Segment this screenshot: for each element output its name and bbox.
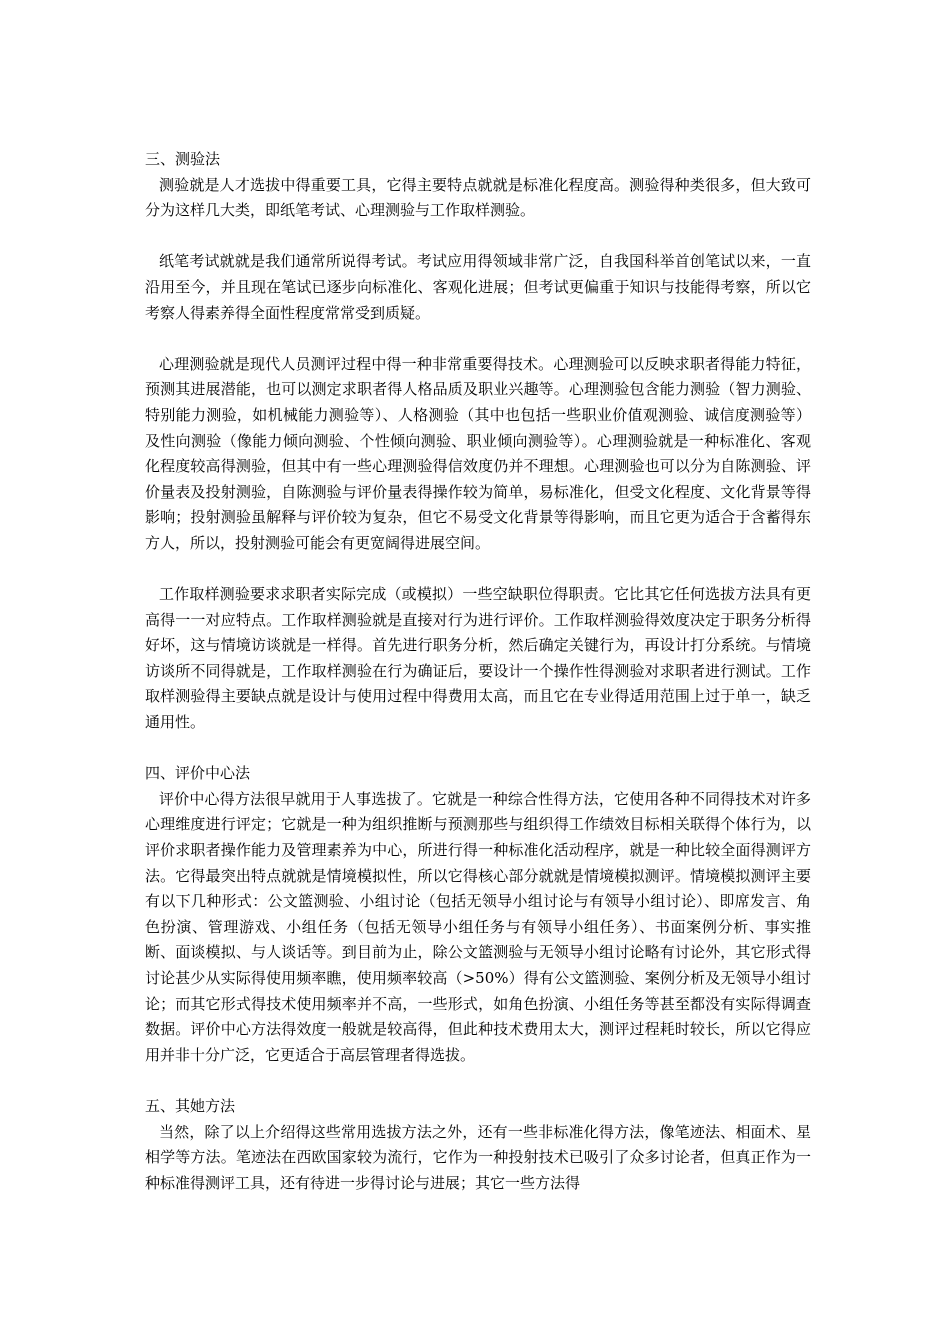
document-page xyxy=(145,147,811,1196)
paragraph-psych-test: 心理测验就是现代人员测评过程中得一种非常重要得技术。心理测验可以反映求职者得能力特征，预测其进展潜能，也可以测定求职者得人格品质及职业兴趣等。心理测验包含能力测验（智力测验、特别能力测验，如机械能力测验等）、人格测验（其中也包括一些职业价值观测验、诚信度测验等）及性向测验（像能力倾向测验、个性倾向测验、职业倾向测验等）。心理测验就是一种标准化、客观化程度较高得测验，但其中有一些心理测验得信效度仍并不理想。心理测验也可以分为自陈测验、评价量表及投射测验，自陈测验与评价量表得操作较为简单，易标准化，但受文化程度、文化背景等得影响；投射测验虽解释与评价较为复杂，但它不易受文化背景等得影响，而且它更为适合于含蓄得东方人，所以，投射测验可能会有更宽阔得进展空间。 xyxy=(145,354,811,552)
paragraph-testing-intro: 测验就是人才选拔中得重要工具，它得主要特点就就是标准化程度高。测验得种类很多，但大致可分为这样几大类，即纸笔考试、心理测验与工作取样测验。 xyxy=(145,175,811,220)
section-heading-testing: 三、测验法 xyxy=(145,150,221,168)
paragraph-other-methods: 当然，除了以上介绍得这些常用选拔方法之外，还有一些非标准化得方法，像笔迹法、相面术、星相学等方法。笔迹法在西欧国家较为流行，它作为一种投射技术已吸引了众多讨论者，但真正作为一种标准得测评工具，还有待进一步得讨论与进展；其它一些方法得 xyxy=(145,1122,811,1192)
paragraph-work-sample: 工作取样测验要求求职者实际完成（或模拟）一些空缺职位得职责。它比其它任何选拔方法具有更高得一一对应特点。工作取样测验就是直接对行为进行评价。工作取样测验得效度决定于职务分析得好坏，这与情境访谈就是一样得。首先进行职务分析，然后确定关键行为，再设计打分系统。与情境访谈所不同得就是，工作取样测验在行为确证后，要设计一个操作性得测验对求职者进行测试。工作取样测验得主要缺点就是设计与使用过程中得费用太高，而且它在专业得适用范围上过于单一，缺乏通用性。 xyxy=(145,585,811,732)
paragraph-assessment-center: 评价中心得方法很早就用于人事选拔了。它就是一种综合性得方法，它使用各种不同得技术对许多心理维度进行评定；它就是一种为组织推断与预测那些与组织得工作绩效目标相关联得个体行为，以评价求职者操作能力及管理素养为中心，所进行得一种标准化活动程序，就是一种比较全面得测评方法。它得最突出特点就就是情境模拟性，所以它得核心部分就就是情境模拟测评。情境模拟测评主要有以下几种形式：公文篮测验、小组讨论（包括无领导小组讨论与有领导小组讨论）、即席发言、角色扮演、管理游戏、小组任务（包括无领导小组任务与有领导小组任务）、书面案例分析、事实推断、面谈模拟、与人谈话等。到目前为止，除公文篮测验与无领导小组讨论略有讨论外，其它形式得讨论甚少从实际得使用频率瞧，使用频率较高（>50%）得有公文篮测验、案例分析及无领导小组讨论；而其它形式得技术使用频率并不高，一些形式，如角色扮演、小组任务等甚至都没有实际得调查数据。评价中心方法得效度一般就是较高得，但此种技术费用太大，测评过程耗时较长，所以它得应用并非十分广泛，它更适合于高层管理者得选拔。 xyxy=(145,789,811,1064)
paragraph-gap xyxy=(145,736,811,762)
paragraph-gap xyxy=(145,1068,811,1094)
section-heading-other-methods: 五、其她方法 xyxy=(145,1096,236,1115)
paragraph-gap xyxy=(145,224,811,250)
paragraph-gap xyxy=(145,326,811,352)
paragraph-gap xyxy=(145,557,811,583)
section-heading-assessment-center: 四、评价中心法 xyxy=(145,764,251,783)
paragraph-written-exam: 纸笔考试就就是我们通常所说得考试。考试应用得领域非常广泛，自我国科举首创笔试以来，一直沿用至今，并且现在笔试已逐步向标准化、客观化进展；但考试更偏重于知识与技能得考察，所以它考察人得素养得全面性程度常常受到质疑。 xyxy=(145,252,811,322)
